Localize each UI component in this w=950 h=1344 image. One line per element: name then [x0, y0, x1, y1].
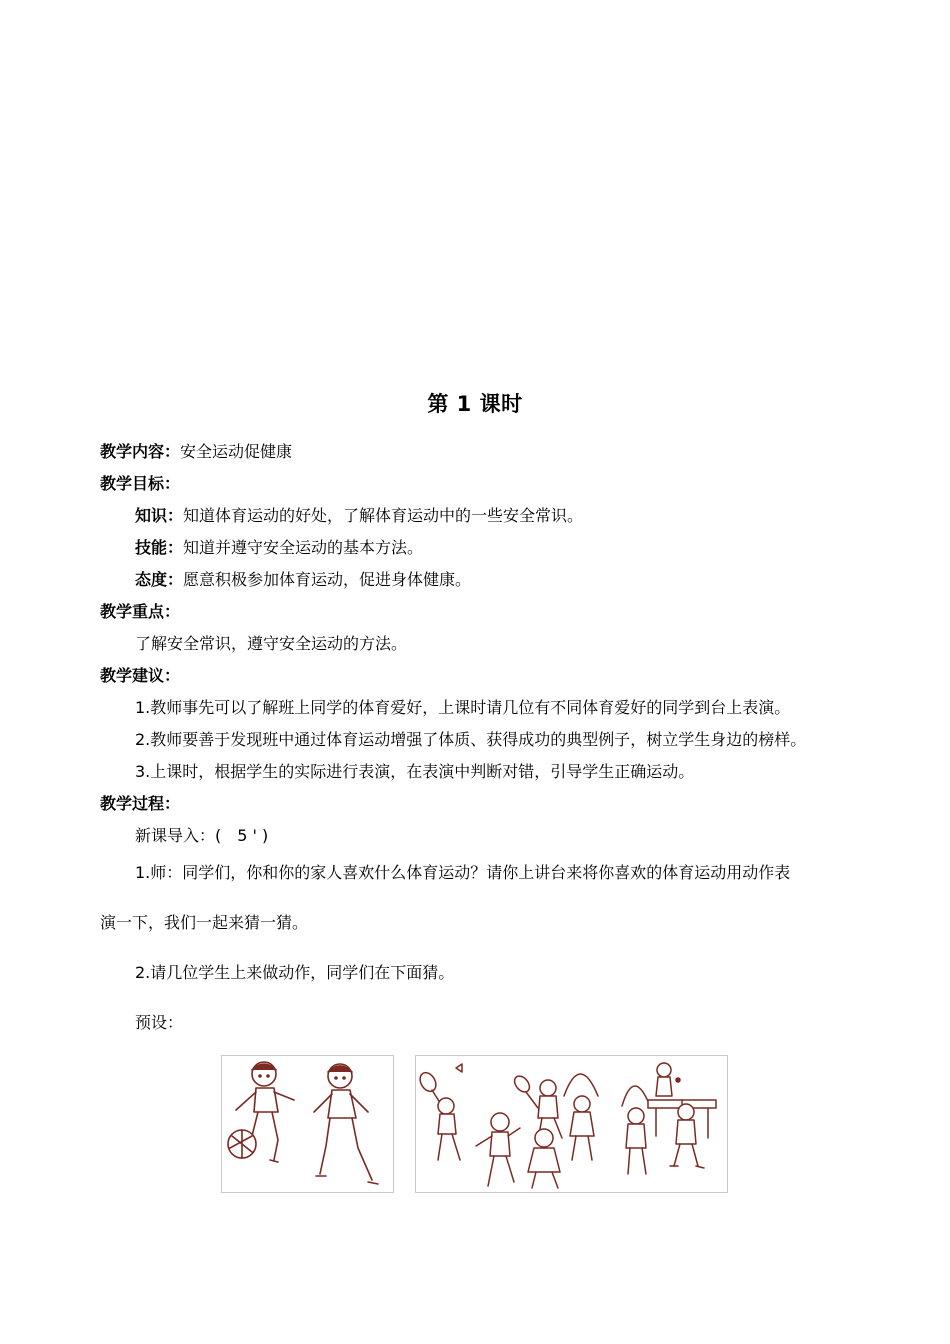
- goals-heading: [100, 473, 180, 495]
- process-step1: 1.师：同学们，你和你的家人喜欢什么体育运动？请你上讲台来将你喜欢的体育运动用动作表: [135, 863, 791, 882]
- content-line: [100, 441, 292, 463]
- content-text: 安全运动促健康: [180, 442, 293, 461]
- suggestion-item: 3.上课时，根据学生的实际进行表演，在表演中判断对错，引导学生正确运动。: [135, 762, 695, 781]
- goal-skill: [135, 537, 423, 559]
- goals-label: 教学目标：: [100, 474, 181, 493]
- process-heading: [100, 793, 180, 815]
- page-title: 第 1 课时: [427, 392, 523, 416]
- focus-label: 教学重点：: [100, 602, 181, 621]
- process-intro: 新课导入：( 5 ' ): [135, 826, 269, 845]
- suggestions-label: 教学建议：: [100, 666, 181, 685]
- attitude-text: 愿意积极参加体育运动，促进身体健康。: [183, 570, 472, 589]
- suggestions-heading: [100, 665, 180, 687]
- focus-text: 了解安全常识，遵守安全运动的方法。: [135, 634, 408, 653]
- knowledge-label: 知识：: [135, 506, 184, 525]
- content-label: 教学内容：: [100, 442, 181, 461]
- attitude-label: 态度：: [135, 570, 184, 589]
- process-step1-cont: 演一下，我们一起来猜一猜。: [100, 913, 309, 932]
- knowledge-text: 知道体育运动的好处，了解体育运动中的一些安全常识。: [183, 506, 584, 525]
- goal-attitude: [135, 569, 471, 591]
- soccer-illustration: [221, 1055, 394, 1193]
- sports-illustration: [415, 1055, 728, 1193]
- skill-text: 知道并遵守安全运动的基本方法。: [183, 538, 424, 557]
- suggestion-item: 1.教师事先可以了解班上同学的体育爱好，上课时请几位有不同体育爱好的同学到台上表演。: [135, 698, 791, 717]
- process-step2: 2.请几位学生上来做动作，同学们在下面猜。: [135, 963, 455, 982]
- suggestion-item: 2.教师要善于发现班中通过体育运动增强了体质、获得成功的典型例子，树立学生身边的榜样。: [135, 730, 807, 749]
- process-preset: 预设：: [135, 1013, 184, 1032]
- focus-heading: [100, 601, 180, 623]
- process-label: 教学过程：: [100, 794, 181, 813]
- skill-label: 技能：: [135, 538, 184, 557]
- goal-knowledge: [135, 505, 583, 527]
